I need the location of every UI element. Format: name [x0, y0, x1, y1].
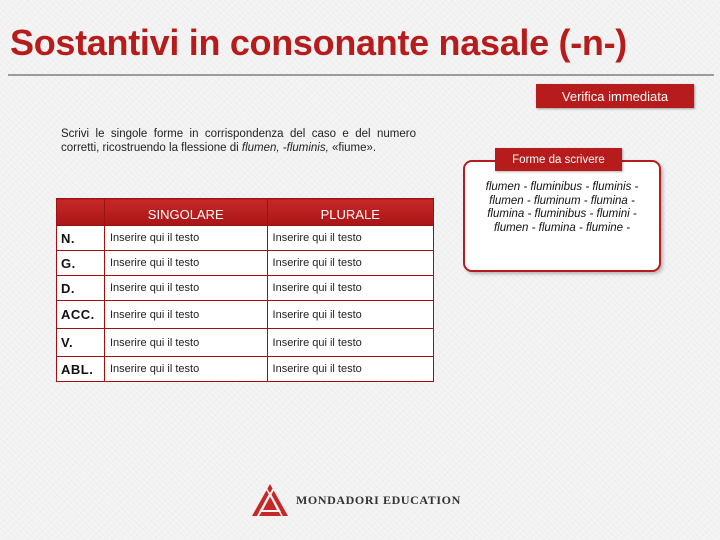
instruction-word: flumen, -fluminis, — [241, 142, 329, 154]
header-singular: SINGOLARE — [104, 199, 267, 226]
case-label: ABL. — [57, 357, 105, 382]
forms-list-text: flumen - fluminibus - fluminis - flumen - fluminum - flumina - flumina - fluminibus - flumini - flumen - flumina - flumine - — [485, 181, 639, 234]
singular-input[interactable]: Inserire qui il testo — [104, 251, 267, 276]
case-label: D. — [57, 276, 105, 301]
title-divider — [8, 74, 714, 76]
table-row-dative — [57, 276, 434, 301]
header-plural: PLURALE — [267, 199, 433, 226]
case-label: G. — [57, 251, 105, 276]
instruction-suffix: «fiume». — [328, 142, 377, 154]
slide-title: Sostantivi in consonante nasale (-n-) — [10, 22, 627, 63]
plural-input[interactable]: Inserire qui il testo — [267, 357, 433, 382]
table-row-nominative — [57, 226, 434, 251]
singular-input[interactable]: Inserire qui il testo — [104, 329, 267, 357]
declension-table — [56, 198, 434, 382]
forms-box-label: Forme da scrivere — [495, 148, 622, 171]
plural-input[interactable]: Inserire qui il testo — [267, 301, 433, 329]
plural-input[interactable]: Inserire qui il testo — [267, 276, 433, 301]
header-blank-cell — [57, 199, 105, 226]
publisher-name: MONDADORI EDUCATION — [296, 492, 461, 507]
table-row-vocative — [57, 329, 434, 357]
singular-input[interactable]: Inserire qui il testo — [104, 226, 267, 251]
table-header-row — [57, 199, 434, 226]
singular-input[interactable]: Inserire qui il testo — [104, 357, 267, 382]
publisher-logo — [250, 482, 461, 518]
singular-input[interactable]: Inserire qui il testo — [104, 276, 267, 301]
case-label: V. — [57, 329, 105, 357]
singular-input[interactable]: Inserire qui il testo — [104, 301, 267, 329]
instruction-prefix: Scrivi le singole forme in corrispondenza del caso e del numero corretti, ricostruendo la flessione di — [61, 128, 416, 154]
table-row-accusative — [57, 301, 434, 329]
verify-button[interactable]: Verifica immediata — [536, 84, 694, 108]
plural-input[interactable]: Inserire qui il testo — [267, 329, 433, 357]
case-label: N. — [57, 226, 105, 251]
plural-input[interactable]: Inserire qui il testo — [267, 251, 433, 276]
plural-input[interactable]: Inserire qui il testo — [267, 226, 433, 251]
case-label: ACC. — [57, 301, 105, 329]
table-row-genitive — [57, 251, 434, 276]
mondadori-rose-icon — [250, 482, 290, 518]
instruction-text — [61, 127, 416, 155]
table-row-ablative — [57, 357, 434, 382]
